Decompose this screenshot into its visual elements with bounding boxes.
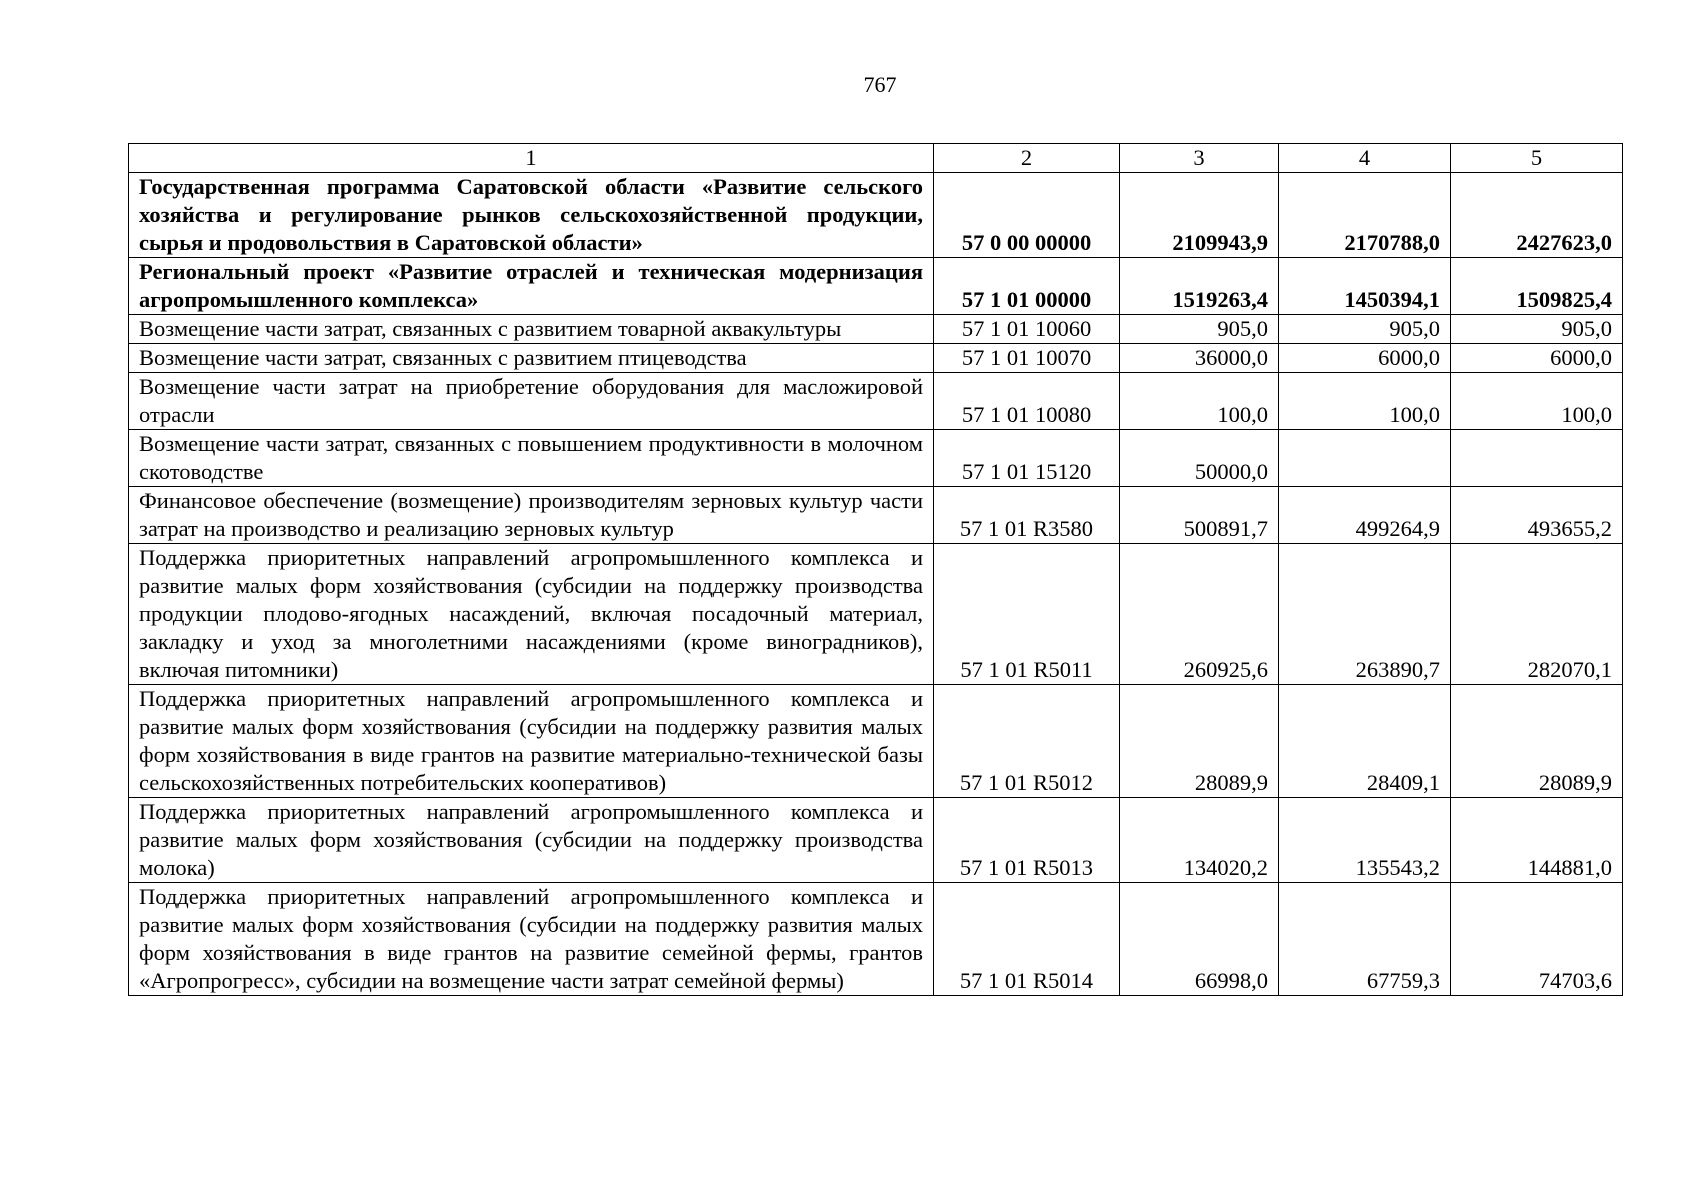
row-value-col5-cell: 144881,0: [1451, 798, 1623, 883]
row-code-cell: 57 0 00 00000: [934, 173, 1120, 258]
row-name-cell: Поддержка приоритетных направлений агропромышленного комплекса и развитие малых форм хозяйствования (субсидии на поддержку производства продукции плодово-ягодных насаждений, включая посадочный материал, закладку и уход за многолетними насаждениями (кроме виноградников), включая питомники): [129, 544, 934, 685]
column-header-1: 1: [129, 144, 934, 173]
row-value-col4-cell: 28409,1: [1279, 685, 1451, 798]
row-value-col5-cell: 74703,6: [1451, 883, 1623, 996]
table-row: [129, 544, 1623, 685]
budget-table: [128, 143, 1623, 996]
row-value-col5-cell: [1451, 430, 1623, 487]
row-name-cell: Региональный проект «Развитие отраслей и техническая модернизация агропромышленного комплекса»: [129, 258, 934, 315]
row-name-cell: Возмещение части затрат, связанных с развитием птицеводства: [129, 344, 934, 373]
row-value-col3-cell: 260925,6: [1120, 544, 1279, 685]
table-row: [129, 258, 1623, 315]
table-row: [129, 430, 1623, 487]
row-value-col3-cell: 500891,7: [1120, 487, 1279, 544]
row-code-cell: 57 1 01 10080: [934, 373, 1120, 430]
row-code-cell: 57 1 01 R3580: [934, 487, 1120, 544]
page-number: 767: [863, 72, 897, 97]
row-value-col5-cell: 2427623,0: [1451, 173, 1623, 258]
row-value-col5-cell: 282070,1: [1451, 544, 1623, 685]
table-header-row: [129, 144, 1623, 173]
row-value-col4-cell: [1279, 430, 1451, 487]
table-row: [129, 883, 1623, 996]
row-value-col3-cell: 2109943,9: [1120, 173, 1279, 258]
table-row: [129, 315, 1623, 344]
row-value-col5-cell: 28089,9: [1451, 685, 1623, 798]
table-row: [129, 798, 1623, 883]
row-name-cell: Поддержка приоритетных направлений агропромышленного комплекса и развитие малых форм хозяйствования (субсидии на поддержку производства молока): [129, 798, 934, 883]
row-name-cell: Государственная программа Саратовской области «Развитие сельского хозяйства и регулирование рынков сельскохозяйственной продукции, сырья и продовольствия в Саратовской области»: [129, 173, 934, 258]
row-code-cell: 57 1 01 10060: [934, 315, 1120, 344]
row-name-cell: Поддержка приоритетных направлений агропромышленного комплекса и развитие малых форм хозяйствования (субсидии на поддержку развития малых форм хозяйствования в виде грантов на развитие семейной фермы, грантов «Агропрогресс», субсидии на возмещение части затрат семейной фермы): [129, 883, 934, 996]
row-value-col4-cell: 67759,3: [1279, 883, 1451, 996]
row-value-col5-cell: 6000,0: [1451, 344, 1623, 373]
row-code-cell: 57 1 01 15120: [934, 430, 1120, 487]
row-value-col4-cell: 499264,9: [1279, 487, 1451, 544]
column-header-5: 5: [1451, 144, 1623, 173]
row-value-col4-cell: 100,0: [1279, 373, 1451, 430]
row-code-cell: 57 1 01 10070: [934, 344, 1120, 373]
row-code-cell: 57 1 01 R5014: [934, 883, 1120, 996]
table-row: [129, 487, 1623, 544]
row-code-cell: 57 1 01 00000: [934, 258, 1120, 315]
table-row: [129, 685, 1623, 798]
row-name-cell: Поддержка приоритетных направлений агропромышленного комплекса и развитие малых форм хозяйствования (субсидии на поддержку развития малых форм хозяйствования в виде грантов на развитие материально-технической базы сельскохозяйственных потребительских кооперативов): [129, 685, 934, 798]
row-code-cell: 57 1 01 R5011: [934, 544, 1120, 685]
row-name-cell: Финансовое обеспечение (возмещение) производителям зерновых культур части затрат на производство и реализацию зерновых культур: [129, 487, 934, 544]
row-value-col3-cell: 36000,0: [1120, 344, 1279, 373]
row-value-col5-cell: 100,0: [1451, 373, 1623, 430]
row-value-col3-cell: 50000,0: [1120, 430, 1279, 487]
row-value-col3-cell: 66998,0: [1120, 883, 1279, 996]
row-value-col4-cell: 2170788,0: [1279, 173, 1451, 258]
table-row: [129, 173, 1623, 258]
row-value-col3-cell: 905,0: [1120, 315, 1279, 344]
column-header-2: 2: [934, 144, 1120, 173]
row-name-cell: Возмещение части затрат, связанных с развитием товарной аквакультуры: [129, 315, 934, 344]
row-value-col3-cell: 134020,2: [1120, 798, 1279, 883]
row-value-col3-cell: 28089,9: [1120, 685, 1279, 798]
row-value-col4-cell: 6000,0: [1279, 344, 1451, 373]
table-row: [129, 373, 1623, 430]
row-value-col3-cell: 100,0: [1120, 373, 1279, 430]
row-value-col5-cell: 905,0: [1451, 315, 1623, 344]
row-code-cell: 57 1 01 R5013: [934, 798, 1120, 883]
row-value-col4-cell: 263890,7: [1279, 544, 1451, 685]
row-code-cell: 57 1 01 R5012: [934, 685, 1120, 798]
row-value-col5-cell: 1509825,4: [1451, 258, 1623, 315]
row-name-cell: Возмещение части затрат, связанных с повышением продуктивности в молочном скотоводстве: [129, 430, 934, 487]
row-value-col5-cell: 493655,2: [1451, 487, 1623, 544]
table-row: [129, 344, 1623, 373]
row-value-col4-cell: 135543,2: [1279, 798, 1451, 883]
row-value-col4-cell: 1450394,1: [1279, 258, 1451, 315]
column-header-4: 4: [1279, 144, 1451, 173]
row-name-cell: Возмещение части затрат на приобретение оборудования для масложировой отрасли: [129, 373, 934, 430]
row-value-col3-cell: 1519263,4: [1120, 258, 1279, 315]
column-header-3: 3: [1120, 144, 1279, 173]
row-value-col4-cell: 905,0: [1279, 315, 1451, 344]
